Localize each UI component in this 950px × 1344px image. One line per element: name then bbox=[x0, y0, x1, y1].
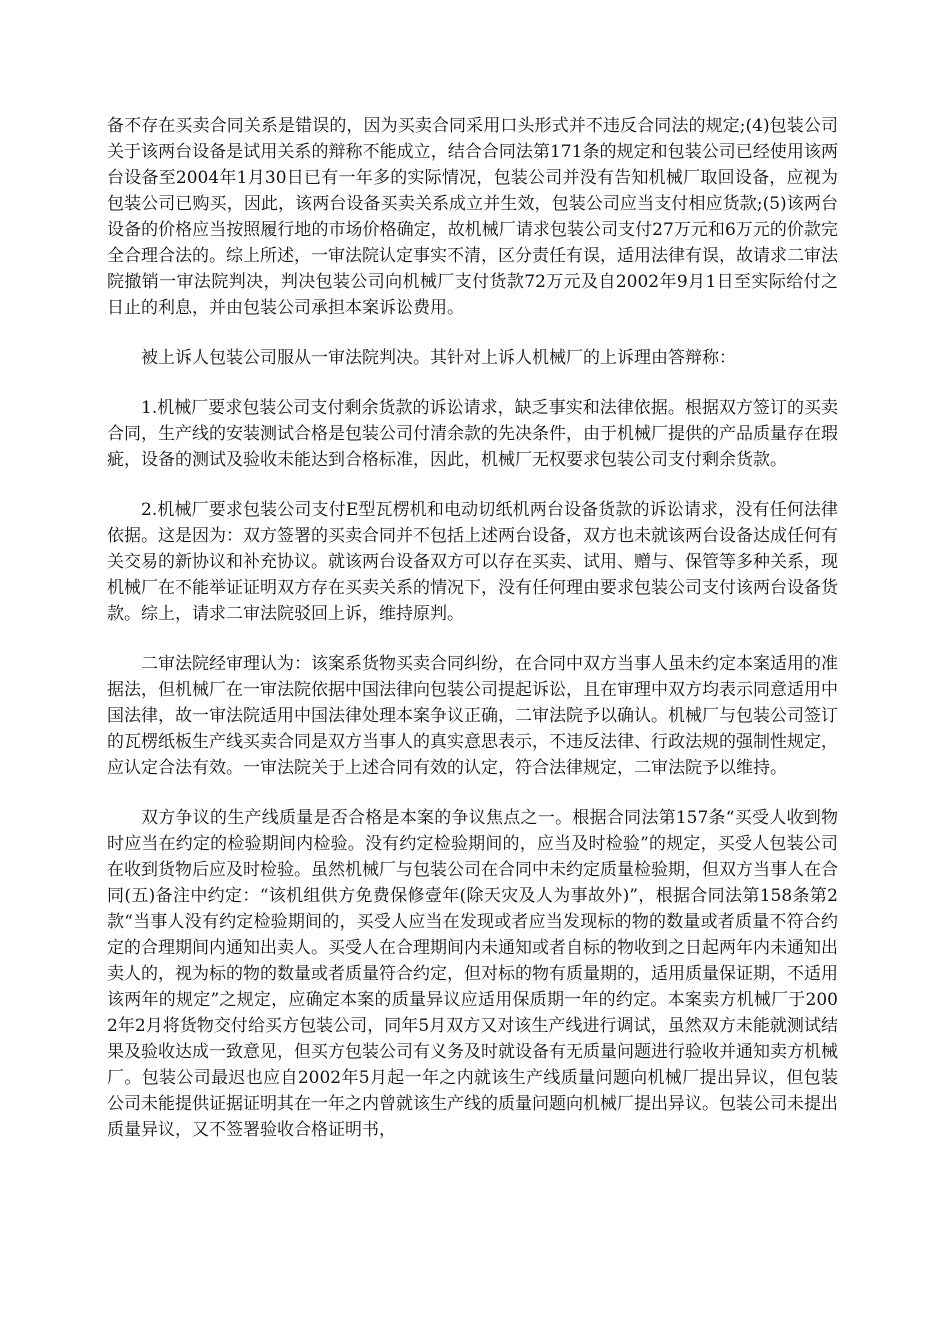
paragraph-reply-point-2: 2.机械厂要求包装公司支付E型瓦楞机和电动切纸机两台设备货款的诉讼请求，没有任何法律依据。这是因为：双方签署的买卖合同并不包括上述两台设备，双方也未就该两台设备达成任何有关交易的新协议和补充协议。就该两台设备双方可以存在买卖、试用、赠与、保管等多种关系，现机械厂在不能举证证明双方存在买卖关系的情况下，没有任何理由要求包装公司支付该两台设备货款。综上，请求二审法院驳回上诉，维持原判。 bbox=[107, 500, 838, 624]
document-page bbox=[107, 113, 838, 1143]
paragraph-second-instance-opinion: 二审法院经审理认为：该案系货物买卖合同纠纷，在合同中双方当事人虽未约定本案适用的准据法，但机械厂在一审法院依据中国法律向包装公司提起诉讼，且在审理中双方均表示同意适用中国法律，故一审法院适用中国法律处理本案争议正确，二审法院予以确认。机械厂与包装公司签订的瓦楞纸板生产线买卖合同是双方当事人的真实意思表示，不违反法律、行政法规的强制性规定，应认定合法有效。一审法院关于上述合同有效的认定，符合法律规定，二审法院予以维持。 bbox=[107, 654, 838, 778]
paragraph-continuation: 备不存在买卖合同关系是错误的，因为买卖合同采用口头形式并不违反合同法的规定;(4)包装公司关于该两台设备是试用关系的辩称不能成立，结合合同法第171条的规定和包装公司已经使用该两台设备至2004年1月30日已有一年多的实际情况，包装公司并没有告知机械厂取回设备，应视为包装公司已购买，因此，该两台设备买卖关系成立并生效，包装公司应当支付相应货款;(5)该两台设备的价格应当按照履行地的市场价格确定，故机械厂请求包装公司支付27万元和6万元的价款完全合理合法的。综上所述，一审法院认定事实不清，区分责任有误，适用法律有误，故请求二审法院撤销一审法院判决，判决包装公司向机械厂支付货款72万元及自2002年9月1日至实际给付之日止的利息，并由包装公司承担本案诉讼费用。 bbox=[107, 116, 838, 318]
paragraph-appellee-reply: 被上诉人包装公司服从一审法院判决。其针对上诉人机械厂的上诉理由答辩称： bbox=[141, 348, 736, 368]
paragraph-quality-dispute: 双方争议的生产线质量是否合格是本案的争议焦点之一。根据合同法第157条“买受人收到物时应当在约定的检验期间内检验。没有约定检验期间的，应当及时检验”的规定，买受人包装公司在收到货物后应及时检验。虽然机械厂与包装公司在合同中未约定质量检验期，但双方当事人在合同(五)备注中约定：“该机组供方免费保修壹年(除天灾及人为事故外)”，根据合同法第158条第2款“当事人没有约定检验期间的，买受人应当在发现或者应当发现标的物的数量或者质量不符合约定的合理期间内通知出卖人。买受人在合理期间内未通知或者自标的物收到之日起两年内未通知出卖人的，视为标的物的数量或者质量符合约定，但对标的物有质量期的，适用质量保证期，不适用该两年的规定”之规定，应确定本案的质量异议应适用保质期一年的约定。本案卖方机械厂于2002年2月将货物交付给买方包装公司，同年5月双方又对该生产线进行调试，虽然双方未能就测试结果及验收达成一致意见，但买方包装公司有义务及时就设备有无质量问题进行验收并通知卖方机械厂。包装公司最迟也应自2002年5月起一年之内就该生产线质量问题向机械厂提出异议，但包装公司未能提供证据证明其在一年之内曾就该生产线的质量问题向机械厂提出异议。包装公司未提出质量异议，又不签署验收合格证明书， bbox=[107, 808, 838, 1140]
paragraph-reply-point-1: 1.机械厂要求包装公司支付剩余货款的诉讼请求，缺乏事实和法律依据。根据双方签订的买卖合同，生产线的安装测试合格是包装公司付清余款的先决条件，由于机械厂提供的产品质量存在瑕疵，设备的测试及验收未能达到合格标准，因此，机械厂无权要求包装公司支付剩余货款。 bbox=[107, 398, 838, 470]
